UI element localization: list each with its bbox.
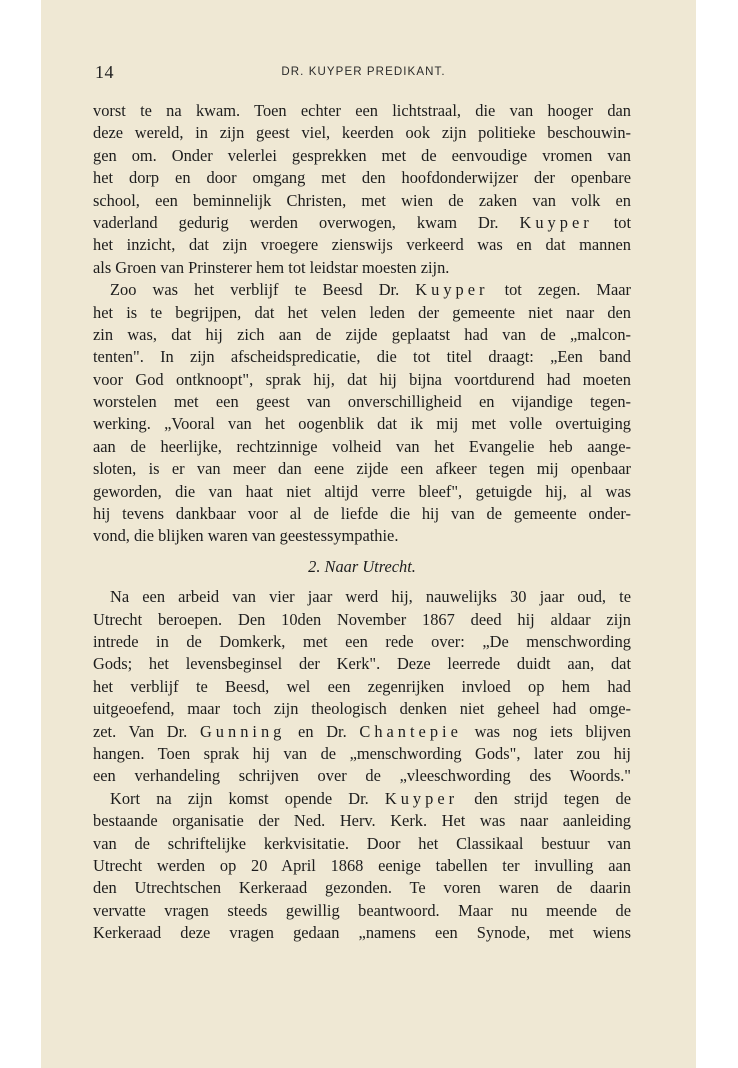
text-segment: was nog iets blijven <box>474 721 631 741</box>
text-line: een verhandeling schrijven over de „vleeschwording des Woords." <box>93 766 631 786</box>
text-line: vorst te na kwam. Toen echter een lichtstraal, die van hooger dan <box>93 101 631 120</box>
text-segment: Kort na zijn komst opende Dr. <box>110 788 369 808</box>
text-line: voor God ontknoopt", sprak hij, dat hij bijna voortdurend had moeten <box>93 369 631 389</box>
text-line: het verblijf te Beesd, wel een zegenrijken invloed op hem had <box>93 676 631 696</box>
text-line: zin was, dat hij zich aan de zijde geplaatst had van de „malcon- <box>93 324 631 344</box>
text-line: sloten, is er van meer dan eene zijde een afkeer tegen mij openbaar <box>93 459 631 479</box>
text-line: als Groen van Prinsterer hem tot leidstar moesten zijn. <box>93 257 450 277</box>
text-segment: zet. Van Dr. <box>93 721 188 741</box>
spaced-name: Kuyper <box>384 788 459 808</box>
text-line: tenten". In zijn afscheidspredicatie, die tot titel draagt: „Een band <box>93 347 631 367</box>
section-heading: 2. Naar Utrecht. <box>308 556 416 576</box>
text-line <box>93 212 631 234</box>
text-line: intrede in de Domkerk, met een rede over: „De menschwording <box>93 631 631 651</box>
text-line: het dorp en door omgang met den hoofdonderwijzer der openbare <box>93 168 631 188</box>
text-segment: tot <box>613 212 632 232</box>
text-line: school, een beminnelijk Christen, met wien de zaken van volk en <box>93 190 631 210</box>
text-segment: en Dr. <box>298 721 347 741</box>
text-line: hangen. Toen sprak hij van de „menschwording Gods", later zou hij <box>93 743 631 763</box>
right-margin <box>696 0 738 1068</box>
text-line: vond, die blijken waren van geestessympathie. <box>93 526 399 546</box>
spaced-name: Chantepie <box>359 721 462 741</box>
text-line: Na een arbeid van vier jaar werd hij, nauwelijks 30 jaar oud, te <box>110 587 631 607</box>
text-line: het inzicht, dat zijn vroegere zienswijs verkeerd was en dat mannen <box>93 235 631 255</box>
text-segment: tot zegen. Maar <box>504 280 631 300</box>
text-line: uitgeoefend, maar toch zijn theologisch denken niet geheel had omge- <box>93 699 631 719</box>
spaced-name: Kuyper <box>415 280 489 300</box>
page-header <box>95 62 632 84</box>
text-line: gen om. Onder velerlei gesprekken met de eenvoudige vromen van <box>93 145 631 165</box>
text-segment: vaderland gedurig werden overwogen, kwam Dr. <box>93 212 499 232</box>
body-text <box>93 100 631 944</box>
text-line: Gods; het levensbeginsel der Kerk". Deze leerrede duidt aan, dat <box>93 654 631 674</box>
text-line: vervatte vragen steeds gewillig beantwoord. Maar nu meende de <box>93 900 631 920</box>
text-line: van de schriftelijke kerkvisitatie. Door het Classikaal bestuur van <box>93 833 631 853</box>
text-line: worstelen met een geest van onverschilligheid en vijandige tegen- <box>93 392 631 412</box>
text-segment: Zoo was het verblijf te Beesd Dr. <box>110 280 400 300</box>
text-line: Utrecht werden op 20 April 1868 eenige tabellen ter invulling aan <box>93 855 631 875</box>
text-line: het is te begrijpen, dat het velen leden der gemeente niet naar den <box>93 302 631 322</box>
text-line: aan de heerlijke, rechtzinnige volheid van het Evangelie heb aange- <box>93 436 631 456</box>
spaced-name: Kuyper <box>519 212 593 232</box>
page-number: 14 <box>95 62 114 82</box>
text-line: geworden, die van haat niet altijd verre bleef", getuigde hij, al was <box>93 481 631 501</box>
text-line <box>93 788 631 810</box>
text-segment: den strijd tegen de <box>474 788 631 808</box>
text-line: den Utrechtschen Kerkeraad gezonden. Te voren waren de daarin <box>93 878 631 898</box>
text-line: bestaande organisatie der Ned. Herv. Kerk. Het was naar aanleiding <box>93 811 631 831</box>
text-line: hij tevens dankbaar voor al de liefde die hij van de gemeente onder- <box>93 504 631 524</box>
running-title: DR. KUYPER PREDIKANT. <box>281 66 446 78</box>
text-line <box>93 721 631 743</box>
spaced-name: Gunning <box>199 721 286 741</box>
text-line: deze wereld, in zijn geest viel, keerden ook zijn politieke beschouwin- <box>93 123 631 143</box>
text-line: Utrecht beroepen. Den 10den November 1867 deed hij aldaar zijn <box>93 609 631 629</box>
text-line <box>93 279 631 301</box>
text-line: Kerkeraad deze vragen gedaan „namens een Synode, met wiens <box>93 923 631 943</box>
text-line: werking. „Vooral van het oogenblik dat ik mij met volle overtuiging <box>93 414 631 434</box>
